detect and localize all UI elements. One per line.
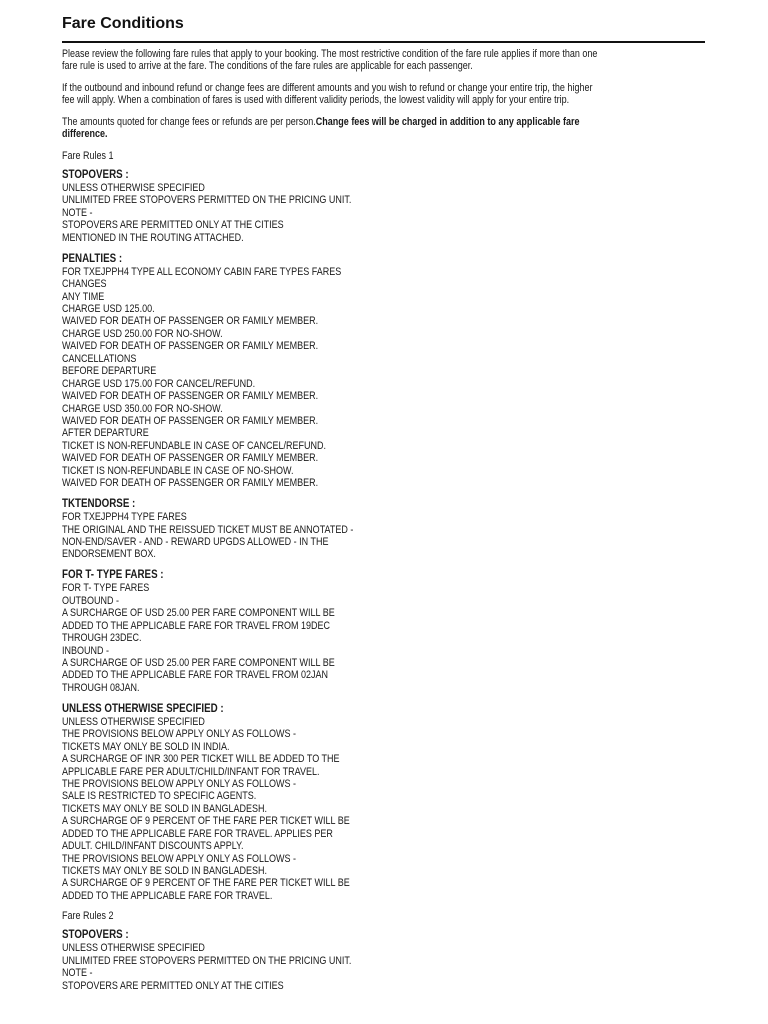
- rule-line: AFTER DEPARTURE: [62, 427, 149, 440]
- rule-line: WAIVED FOR DEATH OF PASSENGER OR FAMILY MEMBER.: [62, 414, 319, 427]
- per-person-note: The amounts quoted for change fees or refunds are per person.: [62, 116, 316, 128]
- fare-rules-label: Fare Rules 1: [62, 150, 114, 162]
- rule-line: CHANGES: [62, 278, 107, 291]
- intro-paragraph-1: [62, 48, 705, 72]
- intro-line: [62, 116, 705, 128]
- fare-rule-section: [62, 928, 705, 992]
- rule-line: APPLICABLE FARE PER ADULT/CHILD/INFANT FOR TRAVEL.: [62, 765, 320, 778]
- rule-line: WAIVED FOR DEATH OF PASSENGER OR FAMILY MEMBER.: [62, 315, 319, 328]
- change-fee-warning: Change fees will be charged in addition to any applicable fare: [315, 116, 580, 128]
- rule-line: TICKET IS NON-REFUNDABLE IN CASE OF NO-SHOW.: [62, 464, 294, 477]
- intro-paragraph-2: [62, 82, 705, 106]
- title-divider: [62, 41, 705, 43]
- fare-rule-section: [62, 497, 705, 561]
- rule-line: SALE IS RESTRICTED TO SPECIFIC AGENTS.: [62, 790, 257, 803]
- change-fee-warning-cont: difference.: [62, 128, 108, 140]
- rule-line: THROUGH 08JAN.: [62, 681, 140, 694]
- section-heading: UNLESS OTHERWISE SPECIFIED :: [62, 702, 224, 715]
- rule-line: CHARGE USD 250.00 FOR NO-SHOW.: [62, 327, 223, 340]
- rule-line: UNLESS OTHERWISE SPECIFIED: [62, 182, 205, 194]
- rule-line: A SURCHARGE OF USD 25.00 PER FARE COMPONENT WILL BE: [62, 607, 335, 620]
- fare-rule-section: [62, 702, 705, 903]
- intro-line: If the outbound and inbound refund or change fees are different amounts and you wish to refund or change your entire trip, the higher: [62, 82, 593, 94]
- rule-line: CHARGE USD 175.00 FOR CANCEL/REFUND.: [62, 377, 256, 390]
- rule-line: ANY TIME: [62, 290, 105, 303]
- section-heading: TKTENDORSE :: [62, 498, 136, 511]
- rule-line: INBOUND -: [62, 644, 110, 657]
- rule-line: WAIVED FOR DEATH OF PASSENGER OR FAMILY MEMBER.: [62, 452, 319, 465]
- rule-line: ADULT. CHILD/INFANT DISCOUNTS APPLY.: [62, 840, 244, 853]
- page-title: Fare Conditions: [62, 15, 184, 32]
- rule-line: NON-END/SAVER - AND - REWARD UPGDS ALLOWED - IN THE: [62, 535, 329, 548]
- rule-line: A SURCHARGE OF 9 PERCENT OF THE FARE PER TICKET WILL BE: [62, 877, 350, 890]
- rule-line: ADDED TO THE APPLICABLE FARE FOR TRAVEL. APPLIES PER: [62, 827, 333, 840]
- fare-rules-label: Fare Rules 2: [62, 910, 114, 923]
- rule-line: THROUGH 23DEC.: [62, 632, 142, 645]
- rule-line: A SURCHARGE OF INR 300 PER TICKET WILL BE ADDED TO THE: [62, 753, 340, 766]
- rule-line: CHARGE USD 350.00 FOR NO-SHOW.: [62, 402, 223, 415]
- rule-line: TICKETS MAY ONLY BE SOLD IN BANGLADESH.: [62, 802, 268, 815]
- rule-line: THE PROVISIONS BELOW APPLY ONLY AS FOLLOWS -: [62, 728, 297, 741]
- rule-line: STOPOVERS ARE PERMITTED ONLY AT THE CITIES: [62, 219, 284, 232]
- rule-line: UNLESS OTHERWISE SPECIFIED: [62, 715, 205, 728]
- fare-rule-section: [62, 168, 705, 244]
- rule-line: TICKETS MAY ONLY BE SOLD IN BANGLADESH.: [62, 865, 268, 877]
- rule-line: FOR T- TYPE FARES: [62, 582, 150, 595]
- rule-line: UNLIMITED FREE STOPOVERS PERMITTED ON THE PRICING UNIT.: [62, 954, 352, 967]
- rule-line: CHARGE USD 125.00.: [62, 303, 155, 315]
- rule-line: THE ORIGINAL AND THE REISSUED TICKET MUST BE ANNOTATED -: [62, 523, 354, 536]
- section-heading: PENALTIES :: [62, 252, 123, 265]
- fare-rule-section: [62, 568, 705, 694]
- intro-line: Please review the following fare rules that apply to your booking. The most restrictive condition of the fare rule applies if more than one: [62, 48, 598, 60]
- intro-line: fee will apply. When a combination of fares is used with different validity periods, the lowest validity will apply for your entire trip.: [62, 94, 570, 106]
- rule-line: NOTE -: [62, 967, 93, 980]
- rule-line: A SURCHARGE OF USD 25.00 PER FARE COMPONENT WILL BE: [62, 656, 335, 669]
- fare-rule-section: [62, 252, 705, 490]
- intro-paragraph-3: [62, 116, 705, 140]
- section-heading: STOPOVERS :: [62, 169, 129, 181]
- rule-line: MENTIONED IN THE ROUTING ATTACHED.: [62, 231, 244, 244]
- rule-line: UNLIMITED FREE STOPOVERS PERMITTED ON THE PRICING UNIT.: [62, 194, 352, 207]
- rule-line: OUTBOUND -: [62, 594, 120, 607]
- fare-conditions-content: [62, 48, 705, 992]
- section-heading: FOR T- TYPE FARES :: [62, 569, 164, 582]
- rule-line: ADDED TO THE APPLICABLE FARE FOR TRAVEL FROM 02JAN: [62, 669, 329, 682]
- rule-line: ADDED TO THE APPLICABLE FARE FOR TRAVEL FROM 19DEC: [62, 619, 331, 632]
- rule-line: WAIVED FOR DEATH OF PASSENGER OR FAMILY MEMBER.: [62, 477, 319, 490]
- rule-line: ADDED TO THE APPLICABLE FARE FOR TRAVEL.: [62, 889, 273, 902]
- rule-line: STOPOVERS ARE PERMITTED ONLY AT THE CITIES: [62, 979, 284, 992]
- rule-line: TICKET IS NON-REFUNDABLE IN CASE OF CANCEL/REFUND.: [62, 439, 327, 452]
- rule-line: THE PROVISIONS BELOW APPLY ONLY AS FOLLOWS -: [62, 777, 297, 790]
- rule-line: TICKETS MAY ONLY BE SOLD IN INDIA.: [62, 740, 230, 753]
- rule-line: BEFORE DEPARTURE: [62, 365, 157, 378]
- rule-line: NOTE -: [62, 206, 93, 219]
- rule-line: THE PROVISIONS BELOW APPLY ONLY AS FOLLOWS -: [62, 852, 297, 865]
- rule-line: UNLESS OTHERWISE SPECIFIED: [62, 942, 205, 955]
- rule-line: WAIVED FOR DEATH OF PASSENGER OR FAMILY MEMBER.: [62, 340, 319, 353]
- fare-rules-list: [62, 150, 705, 992]
- rule-line: FOR TXEJPPH4 TYPE ALL ECONOMY CABIN FARE TYPES FARES: [62, 265, 342, 278]
- rule-line: CANCELLATIONS: [62, 352, 137, 365]
- rule-line: A SURCHARGE OF 9 PERCENT OF THE FARE PER TICKET WILL BE: [62, 815, 350, 828]
- rule-line: WAIVED FOR DEATH OF PASSENGER OR FAMILY MEMBER.: [62, 390, 319, 403]
- rule-line: ENDORSEMENT BOX.: [62, 548, 156, 561]
- rule-line: FOR TXEJPPH4 TYPE FARES: [62, 511, 187, 524]
- section-heading: STOPOVERS :: [62, 929, 129, 942]
- intro-line: fare rule is used to arrive at the fare. The conditions of the fare rules are applicable for each passenger.: [62, 60, 473, 72]
